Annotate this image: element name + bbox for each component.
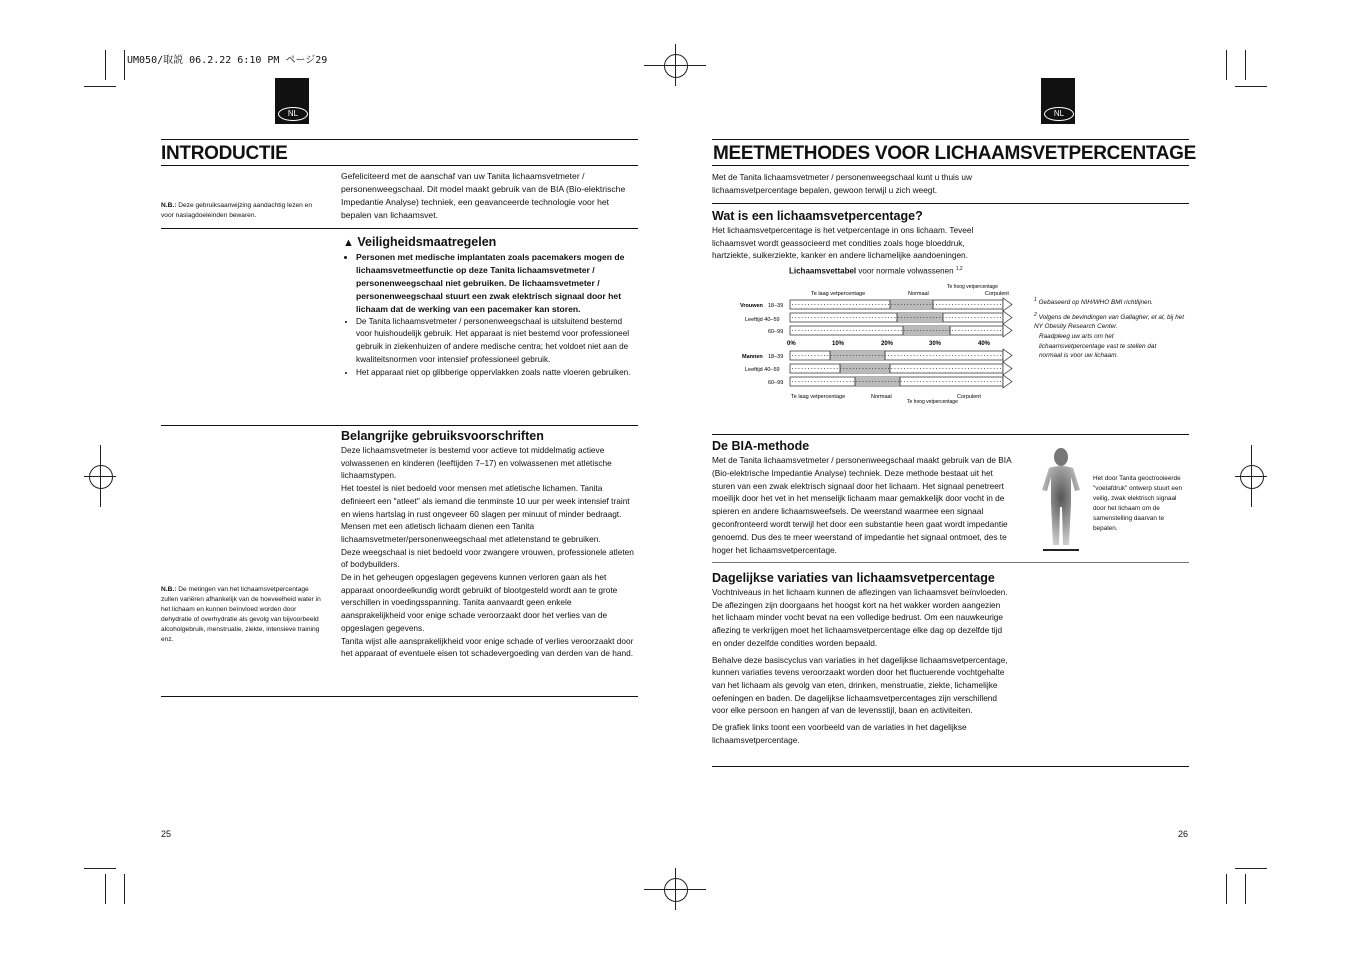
table-band-row <box>790 364 1003 373</box>
registration-mark <box>89 465 113 489</box>
page-number: 26 <box>1178 829 1189 839</box>
row-label: Leeftijd 40–59 <box>745 367 780 373</box>
warning-icon: ▲ <box>343 237 354 249</box>
body-fat-table-graphic <box>735 266 1025 406</box>
footnotes <box>1034 296 1184 361</box>
divider <box>161 165 638 166</box>
axis-tick-label: 30% <box>929 341 942 347</box>
crop-mark <box>124 874 125 904</box>
table-arrow <box>1003 298 1012 311</box>
section-text: Met de Tanita lichaamsvetmeter / personenweegschaal maakt gebruik van de BIA (Bio-elektrische Impedantie Analyse) techniek. Deze methode bestaat uit het sturen van een zwak elektrisch signaal door het lichaam. Het signaal penetreert moeilijk door het vet in het menselijk lichaam maar gemakkelijk door vocht in de spieren en andere lichaamsweefsels. De weerstand waarmee een signaal geconfronteerd wordt terwijl het door een substantie heen gaat wordt impedantie genoemd. Dus des te meer weerstand of impedantie het signaal ontmoet, des te hoger het lichaamsvetpercentage. <box>712 455 1012 555</box>
table-normal-band <box>830 351 885 360</box>
crop-mark <box>1245 874 1246 904</box>
crop-mark <box>124 50 125 80</box>
crop-mark <box>1226 874 1227 904</box>
footnote: Raadpleeg uw arts om het lichaamsvetpercentage vast te stellen dat normaal is voor uw lichaam. <box>1039 333 1157 360</box>
divider <box>161 139 638 140</box>
list-item: • Personen met medische implantaten zoals pacemakers mogen de lichaamsvetmeetfunctie op deze Tanita lichaamsvetmeter / personenweegschaal niet gebruiken. De lichaamsvetmeter / personenweegschaal stuurt een zwak elektrisch signaal door het lichaam dat de werking van een pacemaker kan storen. <box>356 251 636 316</box>
table-arrow <box>1003 375 1012 388</box>
intro-paragraph: Gefeliciteerd met de aanschaf van uw Tanita lichaamsvetmeter / personenweegschaal. Dit model maakt gebruik van de BIA (Bio-elektrische Impedantie Analyse) techniek, een geavanceerde technologie voor het bepalen van lichaamsvet. <box>341 171 626 220</box>
crop-mark <box>105 874 106 904</box>
section-heading: ▲ Veiligheidsmaatregelen <box>343 235 497 249</box>
registration-mark <box>675 868 676 910</box>
group-label: Vrouwen <box>740 303 763 309</box>
table-label: Te hoog vetpercentage <box>947 284 998 290</box>
table-label: Te laag vetpercentage <box>811 291 866 297</box>
footnote: $^1$ Gebaseerd op NIH/WHO BMI richtlijnen. <box>1034 297 1153 307</box>
table-band-row <box>790 351 1003 360</box>
divider <box>161 425 638 426</box>
divider <box>712 562 1189 563</box>
divider <box>712 139 1189 140</box>
row-label: 60–99 <box>768 329 784 335</box>
axis-tick-label: 0% <box>787 341 796 347</box>
divider <box>712 434 1189 435</box>
section-heading: Dagelijkse variaties van lichaamsvetpercentage <box>712 571 995 585</box>
divider <box>712 766 1189 767</box>
crop-mark <box>1235 86 1267 87</box>
body-fat-table <box>735 266 1025 406</box>
figure-caption: Het door Tanita geoctrooieerde "voetafdruk" ontwerp stuurt een veilig, zwak elektrisch signaal door het lichaam om de samenstelling daarvan te bepalen. <box>1093 475 1183 532</box>
crop-mark <box>1245 50 1246 80</box>
table-label: Te laag vetpercentage <box>791 394 846 400</box>
row-label: Leeftijd 40–59 <box>745 317 780 323</box>
table-arrow <box>1003 311 1012 324</box>
section-heading: Belangrijke gebruiksvoorschriften <box>341 429 544 443</box>
registration-mark <box>1240 465 1264 489</box>
section-heading: De BIA-methode <box>712 439 810 453</box>
row-label: 60–99 <box>768 380 784 386</box>
registration-mark <box>664 54 688 78</box>
axis-tick-label: 20% <box>881 341 894 347</box>
divider <box>161 696 638 697</box>
table-title: Lichaamsvettabel voor normale volwassenen $^{1,2}$ <box>789 266 963 276</box>
crop-mark <box>84 86 116 87</box>
table-label: Te hoog vetpercentage <box>907 399 958 405</box>
note-box: N.B.: De metingen van het lichaamsvetpercentage zullen variëren afhankelijk van de hoeveelheid water in het lichaam en kunnen beïnvloed worden door dehydratie of overhydratie als gevolg van bijvoorbeeld alcoholgebruik, menstruatie, ziekte, intensieve training enz. <box>161 586 321 643</box>
crop-mark <box>1235 868 1267 869</box>
table-band-row <box>790 313 1003 322</box>
footnote: $^2$ Volgens de bevindingen van Gallagher, et al, bij het NY Obesity Research Center. <box>1034 311 1184 331</box>
section-heading: Wat is een lichaamsvetpercentage? <box>712 209 923 223</box>
row-label: 18–39 <box>768 354 784 360</box>
safety-list <box>341 251 636 380</box>
axis-tick-label: 10% <box>832 341 845 347</box>
registration-mark <box>1251 445 1252 507</box>
crop-mark <box>1226 50 1227 80</box>
note-box: N.B.: Deze gebruiksaanwijzing aandachtig lezen en voor naslagdoeleinden bewaren. <box>161 202 313 219</box>
print-header-stamp: UM050/取説 06.2.22 6:10 PM ページ29 <box>127 55 328 66</box>
divider <box>712 203 1189 204</box>
divider <box>161 228 638 229</box>
page-number: 25 <box>161 829 172 839</box>
table-label: Corpulent <box>985 291 1009 297</box>
group-label: Mannen <box>742 354 763 360</box>
registration-mark <box>100 445 101 507</box>
divider <box>712 165 1189 166</box>
bia-body-figure <box>1033 445 1088 557</box>
intro-paragraph: Met de Tanita lichaamsvetmeter / personenweegschaal kunt u thuis uw lichaamsvetpercentage bepalen, gewoon terwijl u zich weegt. <box>712 172 972 195</box>
table-band-row <box>790 326 1003 335</box>
section-text: Het lichaamsvetpercentage is het vetpercentage in ons lichaam. Teveel lichaamsvet wordt geassocieerd met condities zoals hoge bloeddruk, hartziekte, suikerziekte, kanker en andere lichamelijke aandoeningen. <box>712 225 974 261</box>
table-arrow <box>1003 349 1012 362</box>
language-badge: NL <box>275 78 309 124</box>
section-text: Vochtniveaus in het lichaam kunnen de aflezingen van lichaamsvet beïnvloeden. De aflezingen zijn doorgaans het hoogst kort na het wakker worden aangezien het lichaam minder vocht bevat na een volledige bedrust. Om een nauwkeurige aflezing te verkrijgen moet het lichaamsvetpercentage elke dag op dezelfde tijd en onder dezelfde condities worden bepaald. Behalve deze basiscyclus van variaties in het dagelijkse lichaamsvetpercentage, kunnen variaties tevens veroorzaakt worden door het fluctuerende vochtgehalte van het lichaam als gevolg van eten, drinken, menstruatie, ziekte, lichamelijke oefeningen en baden. De dagelijkse lichaamsvetpercentages zijn verschillend voor elke persoon en hangen af van de levensstijl, baan en activiteiten. De grafiek links toont een voorbeeld van de variaties in het dagelijkse lichaamsvetpercentage. <box>712 587 1008 745</box>
language-badge: NL <box>1041 78 1075 124</box>
registration-mark <box>664 878 688 902</box>
table-arrow <box>1003 362 1012 375</box>
crop-mark <box>84 868 116 869</box>
row-label: 18–39 <box>768 303 784 309</box>
table-arrow <box>1003 324 1012 337</box>
crop-mark <box>105 50 106 80</box>
axis-tick-label: 40% <box>978 341 991 347</box>
table-normal-band <box>855 377 900 386</box>
registration-mark <box>675 44 676 86</box>
page-title: INTRODUCTIE <box>161 143 288 164</box>
list-item: • De Tanita lichaamsvetmeter / personenweegschaal is uitsluitend bestemd voor huishoudelijk gebruik. Het apparaat is niet bestemd voor professioneel gebruik in ziekenhuizen of andere medische centra; het voldoet niet aan de kwaliteitsnormen voor intensief professioneel gebruik. <box>356 316 636 368</box>
list-item: • Het apparaat niet op glibberige oppervlakken zoals natte vloeren gebruiken. <box>356 367 636 380</box>
table-label: Normaal <box>908 291 929 297</box>
page-title: MEETMETHODES VOOR LICHAAMSVETPERCENTAGE <box>713 143 1197 164</box>
table-label: Corpulent <box>957 394 981 400</box>
usage-text: Deze lichaamsvetmeter is bestemd voor actieve tot middelmatig actieve volwassenen en kinderen (leeftijden 7–17) en volwassenen met atletische lichaamstypen. Het toestel is niet bedoeld voor mensen met atletische lichamen. Tanita definieert een "atleet" als iemand die tenminste 10 uur per week intensief traint en wiens hartslag in rust ongeveer 60 slagen per minuut of minder bedraagt. Mensen met een atletisch lichaam dienen een Tanita lichaamsvetmeter/personenweegschaal met atletenstand te gebruiken. Deze weegschaal is niet bedoeld voor zwangere vrouwen, professionele atleten of bodybuilders. De in het geheugen opgeslagen gegevens kunnen verloren gaan als het apparaat onoordeelkundig wordt gebruikt of blootgesteld wordt aan te grote verschillen in voedingsspanning. Tanita aanvaardt geen enkele aansprakelijkheid voor enige schade veroorzaakt door het verlies van de opgeslagen gegevens. Tanita wijst alle aansprakelijkheid voor enige schade of verlies veroorzaakt door het apparaat of eventuele eisen tot schadevergoeding van derden van de hand. <box>341 445 634 659</box>
table-label: Normaal <box>871 394 892 400</box>
